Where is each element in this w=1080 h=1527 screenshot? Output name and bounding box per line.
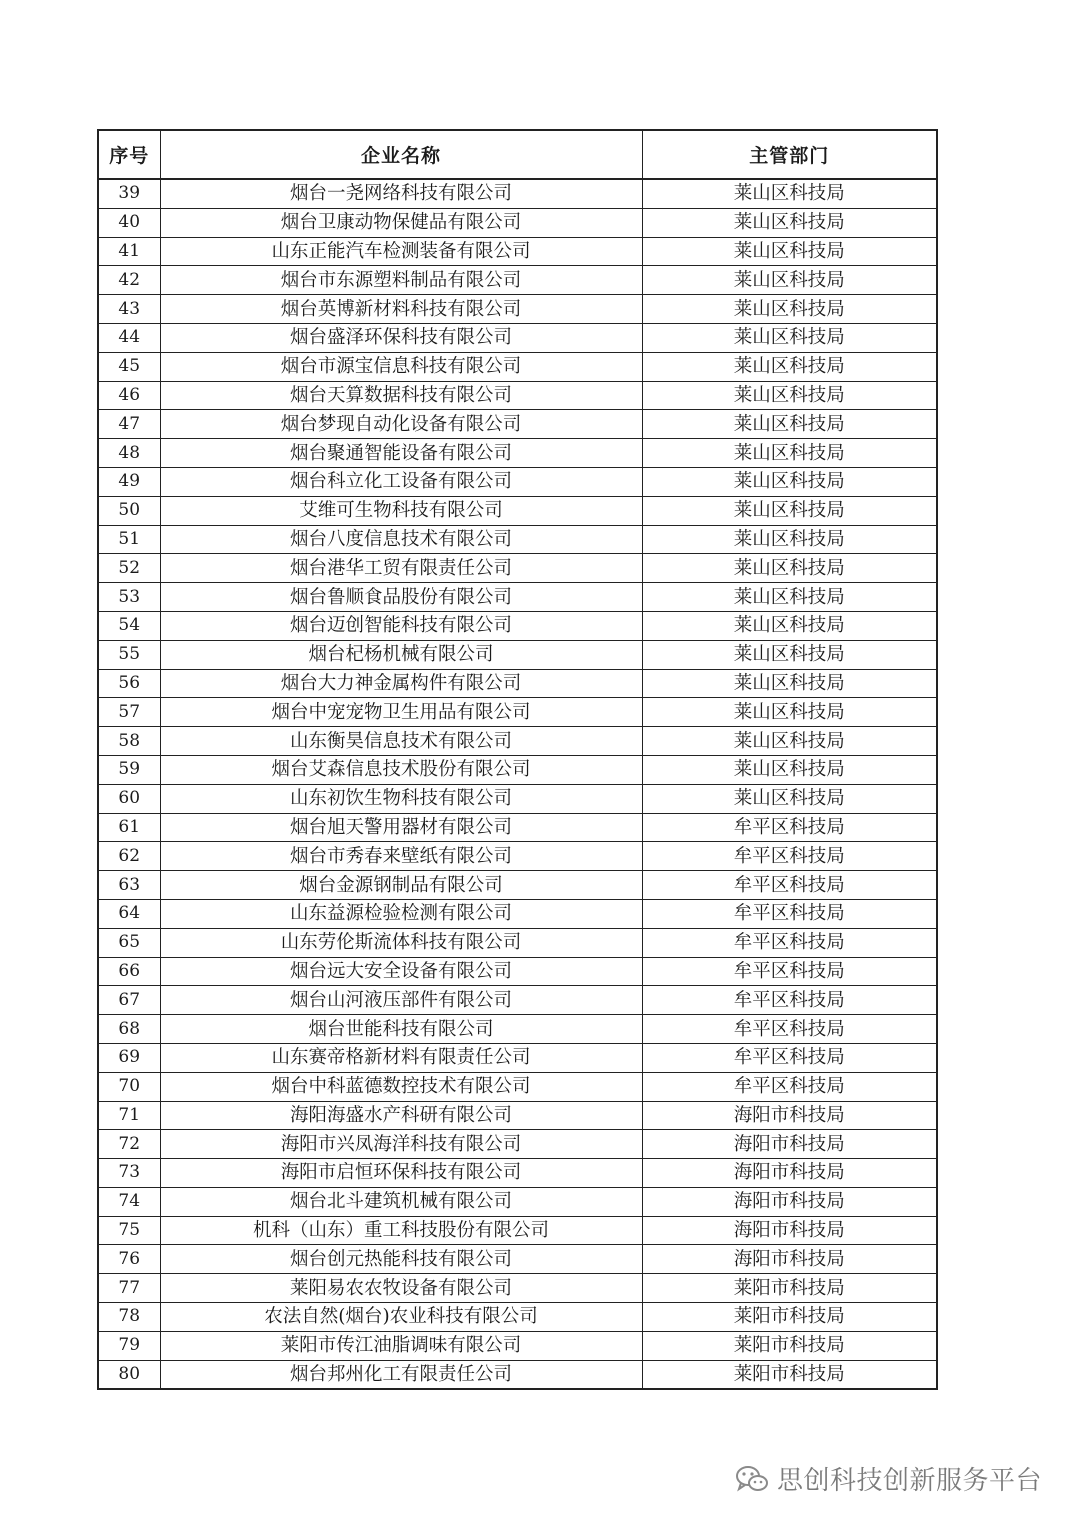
table-row <box>98 669 937 698</box>
row-no-cell: 56 <box>98 669 160 698</box>
row-name-cell: 烟台盛泽环保科技有限公司 <box>160 323 642 352</box>
row-name-cell: 烟台邦州化工有限责任公司 <box>160 1360 642 1389</box>
table-row <box>98 1159 937 1188</box>
row-name-cell: 海阳海盛水产科研有限公司 <box>160 1101 642 1130</box>
row-dept-cell: 牟平区科技局 <box>642 1015 937 1044</box>
row-name-cell: 农法自然(烟台)农业科技有限公司 <box>160 1303 642 1332</box>
row-no-cell: 48 <box>98 439 160 468</box>
table-row <box>98 1360 937 1389</box>
row-no-cell: 43 <box>98 295 160 324</box>
row-name-cell: 烟台天算数据科技有限公司 <box>160 381 642 410</box>
row-dept-cell: 牟平区科技局 <box>642 957 937 986</box>
row-dept-cell: 莱山区科技局 <box>642 640 937 669</box>
table-row <box>98 784 937 813</box>
table-row <box>98 1245 937 1274</box>
table-row <box>98 842 937 871</box>
table-row <box>98 871 937 900</box>
row-no-cell: 40 <box>98 208 160 237</box>
row-no-cell: 68 <box>98 1015 160 1044</box>
table-row <box>98 928 937 957</box>
row-no-cell: 67 <box>98 986 160 1015</box>
table-row <box>98 467 937 496</box>
row-name-cell: 烟台聚通智能设备有限公司 <box>160 439 642 468</box>
row-dept-cell: 莱山区科技局 <box>642 583 937 612</box>
row-dept-cell: 海阳市科技局 <box>642 1245 937 1274</box>
row-no-cell: 78 <box>98 1303 160 1332</box>
header-row <box>98 130 937 179</box>
table-row <box>98 899 937 928</box>
row-name-cell: 山东衡昊信息技术有限公司 <box>160 727 642 756</box>
row-dept-cell: 牟平区科技局 <box>642 928 937 957</box>
row-no-cell: 73 <box>98 1159 160 1188</box>
row-name-cell: 莱阳易农农牧设备有限公司 <box>160 1274 642 1303</box>
row-no-cell: 71 <box>98 1101 160 1130</box>
row-dept-cell: 莱山区科技局 <box>642 755 937 784</box>
row-dept-cell: 海阳市科技局 <box>642 1130 937 1159</box>
table-row <box>98 323 937 352</box>
row-name-cell: 烟台北斗建筑机械有限公司 <box>160 1187 642 1216</box>
row-no-cell: 54 <box>98 611 160 640</box>
row-name-cell: 艾维可生物科技有限公司 <box>160 496 642 525</box>
row-no-cell: 49 <box>98 467 160 496</box>
row-dept-cell: 海阳市科技局 <box>642 1101 937 1130</box>
row-no-cell: 51 <box>98 525 160 554</box>
table-row <box>98 381 937 410</box>
row-no-cell: 58 <box>98 727 160 756</box>
table-row <box>98 1303 937 1332</box>
table-row <box>98 295 937 324</box>
row-dept-cell: 牟平区科技局 <box>642 842 937 871</box>
row-name-cell: 烟台市秀春来壁纸有限公司 <box>160 842 642 871</box>
row-dept-cell: 莱山区科技局 <box>642 410 937 439</box>
row-name-cell: 烟台中科蓝德数控技术有限公司 <box>160 1072 642 1101</box>
row-no-cell: 46 <box>98 381 160 410</box>
row-dept-cell: 莱山区科技局 <box>642 295 937 324</box>
row-name-cell: 海阳市启恒环保科技有限公司 <box>160 1159 642 1188</box>
row-dept-cell: 牟平区科技局 <box>642 813 937 842</box>
row-name-cell: 烟台旭天警用器材有限公司 <box>160 813 642 842</box>
row-name-cell: 烟台迈创智能科技有限公司 <box>160 611 642 640</box>
table-row <box>98 439 937 468</box>
table-row <box>98 410 937 439</box>
row-no-cell: 63 <box>98 871 160 900</box>
table-row <box>98 957 937 986</box>
row-name-cell: 机科（山东）重工科技股份有限公司 <box>160 1216 642 1245</box>
row-no-cell: 80 <box>98 1360 160 1389</box>
table-row <box>98 986 937 1015</box>
row-no-cell: 52 <box>98 554 160 583</box>
table-row <box>98 640 937 669</box>
table-row <box>98 583 937 612</box>
row-name-cell: 烟台艾森信息技术股份有限公司 <box>160 755 642 784</box>
row-dept-cell: 海阳市科技局 <box>642 1216 937 1245</box>
table-row <box>98 1101 937 1130</box>
row-dept-cell: 莱山区科技局 <box>642 237 937 266</box>
row-dept-cell: 牟平区科技局 <box>642 871 937 900</box>
row-dept-cell: 莱山区科技局 <box>642 179 937 208</box>
row-name-cell: 烟台创元热能科技有限公司 <box>160 1245 642 1274</box>
row-no-cell: 42 <box>98 266 160 295</box>
table-row <box>98 1130 937 1159</box>
row-no-cell: 53 <box>98 583 160 612</box>
table-row <box>98 1043 937 1072</box>
row-no-cell: 64 <box>98 899 160 928</box>
row-no-cell: 79 <box>98 1331 160 1360</box>
header-dept: 主管部门 <box>642 130 937 179</box>
row-dept-cell: 莱山区科技局 <box>642 525 937 554</box>
table-row <box>98 1015 937 1044</box>
table-row <box>98 755 937 784</box>
row-dept-cell: 莱山区科技局 <box>642 439 937 468</box>
row-dept-cell: 海阳市科技局 <box>642 1187 937 1216</box>
table-row <box>98 1274 937 1303</box>
row-name-cell: 烟台市源宝信息科技有限公司 <box>160 352 642 381</box>
row-name-cell: 烟台中宠宠物卫生用品有限公司 <box>160 698 642 727</box>
row-dept-cell: 莱山区科技局 <box>642 496 937 525</box>
row-no-cell: 76 <box>98 1245 160 1274</box>
row-name-cell: 烟台杞杨机械有限公司 <box>160 640 642 669</box>
row-dept-cell: 莱阳市科技局 <box>642 1331 937 1360</box>
row-no-cell: 62 <box>98 842 160 871</box>
row-name-cell: 海阳市兴凤海洋科技有限公司 <box>160 1130 642 1159</box>
row-name-cell: 烟台卫康动物保健品有限公司 <box>160 208 642 237</box>
table-row <box>98 813 937 842</box>
row-dept-cell: 莱山区科技局 <box>642 467 937 496</box>
row-dept-cell: 莱阳市科技局 <box>642 1274 937 1303</box>
table-row <box>98 1187 937 1216</box>
row-name-cell: 烟台鲁顺食品股份有限公司 <box>160 583 642 612</box>
table-row <box>98 611 937 640</box>
row-name-cell: 山东初饮生物科技有限公司 <box>160 784 642 813</box>
row-no-cell: 61 <box>98 813 160 842</box>
header-name: 企业名称 <box>160 130 642 179</box>
row-no-cell: 69 <box>98 1043 160 1072</box>
table-row <box>98 237 937 266</box>
table-row <box>98 179 937 208</box>
row-no-cell: 77 <box>98 1274 160 1303</box>
row-no-cell: 41 <box>98 237 160 266</box>
row-name-cell: 山东劳伦斯流体科技有限公司 <box>160 928 642 957</box>
row-name-cell: 山东益源检验检测有限公司 <box>160 899 642 928</box>
row-name-cell: 烟台梦现自动化设备有限公司 <box>160 410 642 439</box>
row-no-cell: 59 <box>98 755 160 784</box>
row-dept-cell: 牟平区科技局 <box>642 986 937 1015</box>
row-no-cell: 55 <box>98 640 160 669</box>
row-dept-cell: 莱山区科技局 <box>642 323 937 352</box>
table-row <box>98 266 937 295</box>
row-name-cell: 烟台科立化工设备有限公司 <box>160 467 642 496</box>
row-no-cell: 47 <box>98 410 160 439</box>
row-no-cell: 60 <box>98 784 160 813</box>
row-dept-cell: 莱山区科技局 <box>642 611 937 640</box>
watermark <box>735 1460 1042 1497</box>
row-name-cell: 烟台市东源塑料制品有限公司 <box>160 266 642 295</box>
table-row <box>98 525 937 554</box>
table-row <box>98 1331 937 1360</box>
row-name-cell: 烟台八度信息技术有限公司 <box>160 525 642 554</box>
row-dept-cell: 牟平区科技局 <box>642 1072 937 1101</box>
table-row <box>98 727 937 756</box>
enterprise-table <box>97 129 938 1390</box>
row-dept-cell: 牟平区科技局 <box>642 1043 937 1072</box>
row-dept-cell: 莱山区科技局 <box>642 554 937 583</box>
row-no-cell: 44 <box>98 323 160 352</box>
row-dept-cell: 莱阳市科技局 <box>642 1360 937 1389</box>
row-no-cell: 57 <box>98 698 160 727</box>
row-no-cell: 75 <box>98 1216 160 1245</box>
row-name-cell: 烟台山河液压部件有限公司 <box>160 986 642 1015</box>
row-name-cell: 山东赛帝格新材料有限责任公司 <box>160 1043 642 1072</box>
table-row <box>98 496 937 525</box>
row-name-cell: 山东正能汽车检测装备有限公司 <box>160 237 642 266</box>
row-dept-cell: 莱阳市科技局 <box>642 1303 937 1332</box>
row-dept-cell: 莱山区科技局 <box>642 208 937 237</box>
row-dept-cell: 莱山区科技局 <box>642 784 937 813</box>
wechat-icon <box>735 1464 769 1494</box>
row-dept-cell: 莱山区科技局 <box>642 669 937 698</box>
row-no-cell: 66 <box>98 957 160 986</box>
row-dept-cell: 莱山区科技局 <box>642 727 937 756</box>
row-no-cell: 39 <box>98 179 160 208</box>
table-row <box>98 1216 937 1245</box>
table-row <box>98 352 937 381</box>
row-no-cell: 70 <box>98 1072 160 1101</box>
row-no-cell: 74 <box>98 1187 160 1216</box>
header-no: 序号 <box>98 130 160 179</box>
row-dept-cell: 莱山区科技局 <box>642 352 937 381</box>
table-row <box>98 1072 937 1101</box>
row-dept-cell: 莱山区科技局 <box>642 266 937 295</box>
row-dept-cell: 海阳市科技局 <box>642 1159 937 1188</box>
table-header <box>98 130 937 179</box>
row-dept-cell: 莱山区科技局 <box>642 381 937 410</box>
table-row <box>98 554 937 583</box>
row-name-cell: 烟台大力神金属构件有限公司 <box>160 669 642 698</box>
row-no-cell: 45 <box>98 352 160 381</box>
table-body <box>98 179 937 1389</box>
watermark-text: 思创科技创新服务平台 <box>776 1466 1042 1496</box>
row-name-cell: 烟台港华工贸有限责任公司 <box>160 554 642 583</box>
row-name-cell: 烟台金源钢制品有限公司 <box>160 871 642 900</box>
row-no-cell: 72 <box>98 1130 160 1159</box>
row-name-cell: 烟台一尧网络科技有限公司 <box>160 179 642 208</box>
table-row <box>98 208 937 237</box>
row-name-cell: 烟台英博新材料科技有限公司 <box>160 295 642 324</box>
row-name-cell: 莱阳市传江油脂调味有限公司 <box>160 1331 642 1360</box>
row-dept-cell: 莱山区科技局 <box>642 698 937 727</box>
row-name-cell: 烟台远大安全设备有限公司 <box>160 957 642 986</box>
table-row <box>98 698 937 727</box>
row-no-cell: 65 <box>98 928 160 957</box>
row-no-cell: 50 <box>98 496 160 525</box>
row-dept-cell: 牟平区科技局 <box>642 899 937 928</box>
row-name-cell: 烟台世能科技有限公司 <box>160 1015 642 1044</box>
